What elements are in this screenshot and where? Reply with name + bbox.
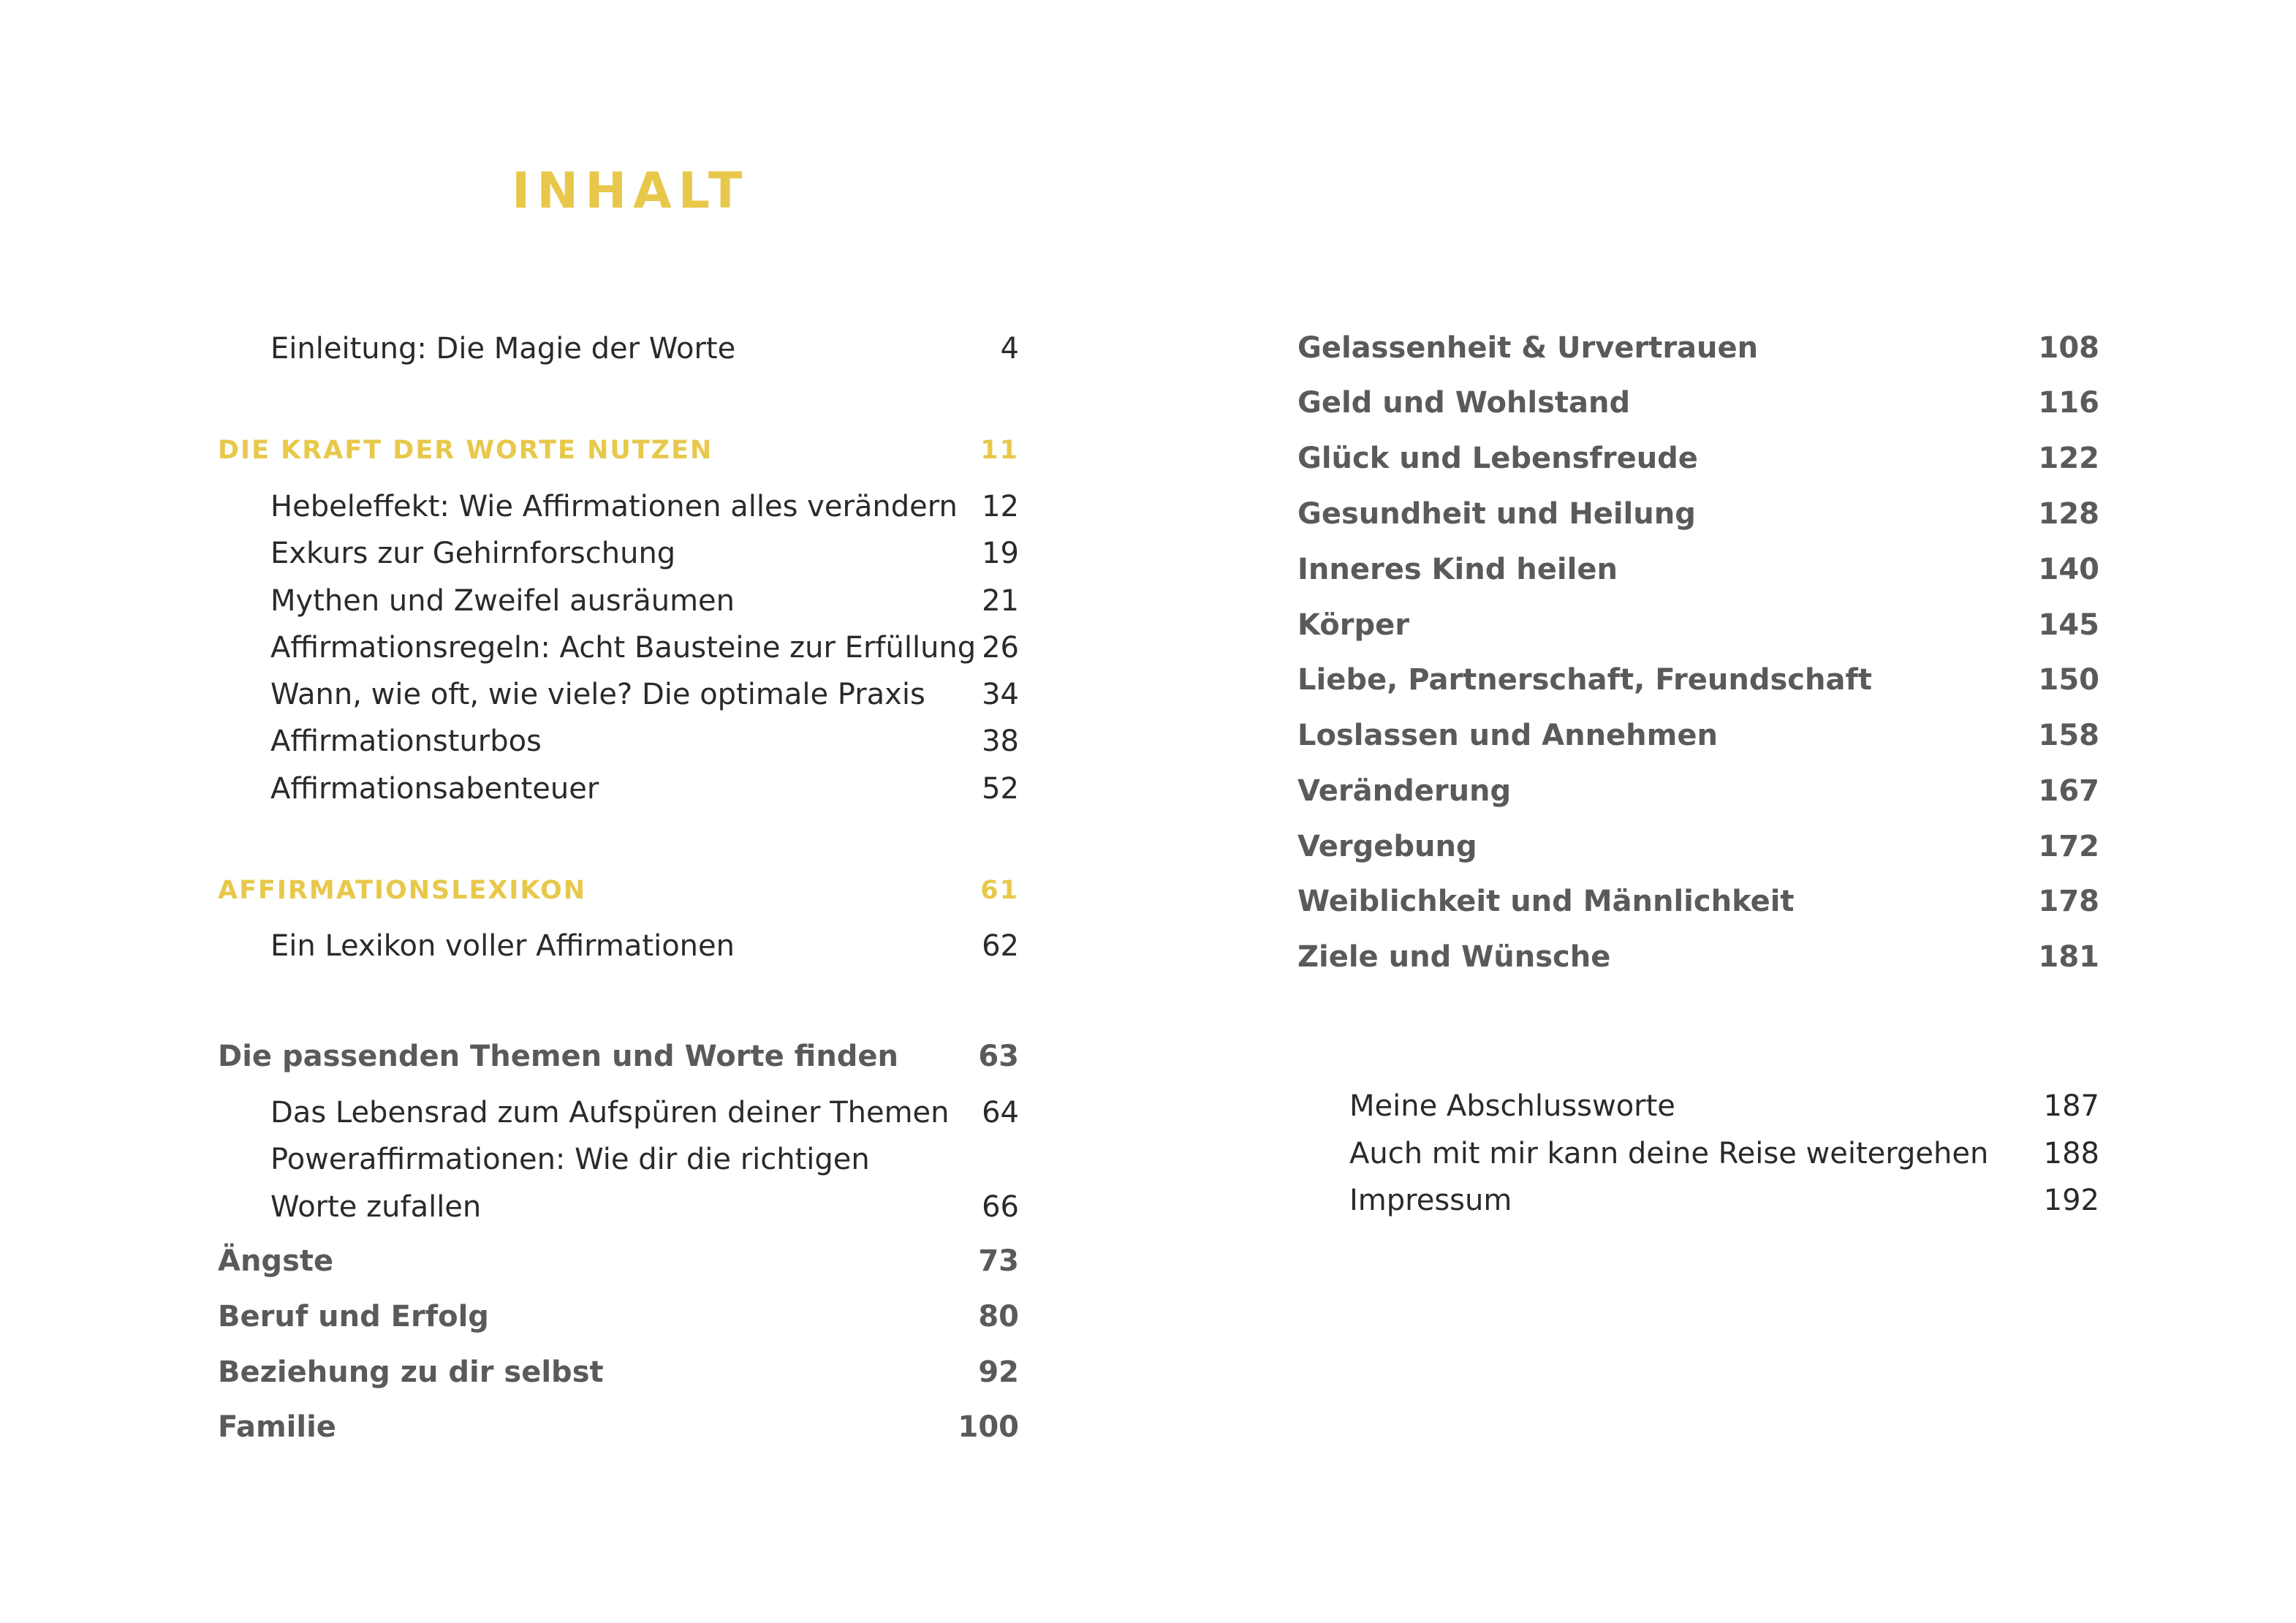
- toc-topic-title: Beruf und Erfolg: [218, 1300, 489, 1333]
- toc-entry-title: Hebeleffekt: Wie Affirmationen alles verändern: [270, 490, 958, 523]
- toc-entry[interactable]: [270, 626, 1019, 670]
- toc-entry-intro-page-number: 4: [1000, 332, 1019, 366]
- toc-entry-page-number: 21: [982, 584, 1019, 618]
- toc-topic-page-number: 116: [2038, 386, 2099, 420]
- toc-entry[interactable]: [1349, 1179, 2099, 1222]
- toc-topic-page-number: 122: [2038, 442, 2099, 475]
- toc-topic-page-number: 80: [978, 1300, 1019, 1333]
- toc-section-heading-title: AFFIRMATIONSLEXIKON: [218, 876, 587, 905]
- toc-entry-page-number: 64: [982, 1096, 1019, 1130]
- toc-topic-page-number: 92: [978, 1355, 1019, 1389]
- toc-entry-page-number: 188: [2043, 1137, 2099, 1170]
- toc-entry-title: Affirmationsturbos: [270, 725, 542, 758]
- toc-topic[interactable]: [1297, 381, 2099, 425]
- toc-entry[interactable]: [270, 767, 1019, 811]
- toc-topic-title: Inneres Kind heilen: [1297, 553, 1618, 586]
- toc-topic[interactable]: [1297, 548, 2099, 591]
- toc-topic-page-number: 172: [2038, 830, 2099, 863]
- toc-topic[interactable]: [1297, 769, 2099, 813]
- toc-topic-title: Körper: [1297, 608, 1409, 642]
- toc-entry-page-number: 62: [982, 929, 1019, 963]
- toc-topic-page-number: 100: [958, 1410, 1019, 1444]
- toc-chapter-heading-page-number: 63: [978, 1040, 1019, 1073]
- page-title: INHALT: [512, 162, 749, 220]
- toc-topic-page-number: 73: [978, 1244, 1019, 1278]
- toc-topic-page-number: 181: [2038, 940, 2099, 974]
- toc-topic-page-number: 158: [2038, 719, 2099, 752]
- toc-topic-page-number: 167: [2038, 774, 2099, 808]
- toc-entry-title: Impressum: [1349, 1184, 1512, 1217]
- toc-topic-title: Ziele und Wünsche: [1297, 940, 1611, 974]
- toc-entry-title: Meine Abschlussworte: [1349, 1089, 1675, 1123]
- toc-topic-page-number: 178: [2038, 885, 2099, 918]
- toc-topic-page-number: 108: [2038, 331, 2099, 365]
- toc-chapter-heading-title: Die passenden Themen und Worte finden: [218, 1040, 899, 1073]
- toc-topic-title: Liebe, Partnerschaft, Freundschaft: [1297, 663, 1872, 697]
- toc-topic[interactable]: [1297, 879, 2099, 923]
- toc-topic[interactable]: [1297, 935, 2099, 979]
- toc-entry[interactable]: [270, 1091, 1019, 1135]
- toc-entry-page-number: 66: [982, 1190, 1019, 1224]
- toc-topic-title: Glück und Lebensfreude: [1297, 442, 1698, 475]
- toc-entry[interactable]: [270, 719, 1019, 763]
- toc-entry-page-number: 187: [2043, 1089, 2099, 1123]
- toc-entry[interactable]: [270, 579, 1019, 623]
- toc-entry-page-number: 34: [982, 678, 1019, 711]
- toc-entry-page-number: 38: [982, 725, 1019, 758]
- toc-topic-page-number: 140: [2038, 553, 2099, 586]
- toc-topic-title: Loslassen und Annehmen: [1297, 719, 1718, 752]
- toc-entry-page-number: 12: [982, 490, 1019, 523]
- toc-entry-intro[interactable]: [270, 327, 1019, 371]
- toc-topic-title: Geld und Wohlstand: [1297, 386, 1631, 420]
- toc-entry-page-number: 26: [982, 631, 1019, 665]
- toc-entry-title: Affirmationsregeln: Acht Bausteine zur Erfüllung: [270, 631, 977, 665]
- toc-topic-title: Veränderung: [1297, 774, 1512, 808]
- toc-topic-title: Vergebung: [1297, 830, 1477, 863]
- toc-entry-page-number: 192: [2043, 1184, 2099, 1217]
- toc-topic[interactable]: [1297, 658, 2099, 702]
- toc-entry-title: Auch mit mir kann deine Reise weitergehen: [1349, 1137, 1989, 1170]
- toc-entry-intro-title: Einleitung: Die Magie der Worte: [270, 332, 736, 366]
- toc-topic[interactable]: [1297, 326, 2099, 370]
- toc-entry-title: Exkurs zur Gehirnforschung: [270, 537, 676, 570]
- toc-topic-title: Beziehung zu dir selbst: [218, 1355, 604, 1389]
- toc-section-heading[interactable]: [218, 428, 1019, 472]
- toc-entry-title: Das Lebensrad zum Aufspüren deiner Themen: [270, 1096, 950, 1130]
- toc-entry[interactable]: [1349, 1132, 2099, 1176]
- toc-topic-title: Gelassenheit & Urvertrauen: [1297, 331, 1759, 365]
- toc-topic-page-number: 128: [2038, 497, 2099, 531]
- toc-topic[interactable]: [218, 1350, 1019, 1394]
- toc-entry-title: Wann, wie oft, wie viele? Die optimale Praxis: [270, 678, 925, 711]
- toc-topic[interactable]: [1297, 436, 2099, 480]
- toc-topic[interactable]: [1297, 492, 2099, 536]
- toc-topic[interactable]: [218, 1405, 1019, 1449]
- toc-topic[interactable]: [1297, 825, 2099, 869]
- toc-topic[interactable]: [1297, 714, 2099, 757]
- toc-entry-title: Worte zufallen: [270, 1190, 482, 1224]
- toc-entry[interactable]: [270, 1138, 1019, 1181]
- toc-topic-page-number: 145: [2038, 608, 2099, 642]
- toc-topic-title: Ängste: [218, 1244, 334, 1278]
- toc-entry-title: Poweraffirmationen: Wie dir die richtigen: [270, 1143, 870, 1176]
- toc-topic[interactable]: [1297, 603, 2099, 647]
- toc-section-heading[interactable]: [218, 869, 1019, 912]
- toc-entry[interactable]: [270, 485, 1019, 529]
- toc-topic-title: Familie: [218, 1410, 336, 1444]
- toc-entry[interactable]: [270, 1185, 1019, 1229]
- toc-entry-title: Ein Lexikon voller Affirmationen: [270, 929, 735, 963]
- toc-entry[interactable]: [270, 673, 1019, 716]
- toc-entry-page-number: 52: [982, 772, 1019, 806]
- toc-entry-title: Mythen und Zweifel ausräumen: [270, 584, 735, 618]
- toc-entry[interactable]: [270, 531, 1019, 575]
- toc-section-heading-title: DIE KRAFT DER WORTE NUTZEN: [218, 436, 713, 465]
- toc-section-heading-page-number: 11: [980, 436, 1019, 465]
- toc-entry-page-number: 19: [982, 537, 1019, 570]
- toc-section-heading-page-number: 61: [980, 876, 1019, 905]
- toc-topic-page-number: 150: [2038, 663, 2099, 697]
- toc-topic[interactable]: [218, 1295, 1019, 1339]
- toc-topic-title: Gesundheit und Heilung: [1297, 497, 1696, 531]
- toc-topic[interactable]: [218, 1239, 1019, 1283]
- toc-entry[interactable]: [1349, 1084, 2099, 1128]
- toc-entry-title: Affirmationsabenteuer: [270, 772, 599, 806]
- toc-topic-title: Weiblichkeit und Männlichkeit: [1297, 885, 1795, 918]
- toc-entry[interactable]: [270, 924, 1019, 968]
- toc-chapter-heading[interactable]: [218, 1034, 1019, 1078]
